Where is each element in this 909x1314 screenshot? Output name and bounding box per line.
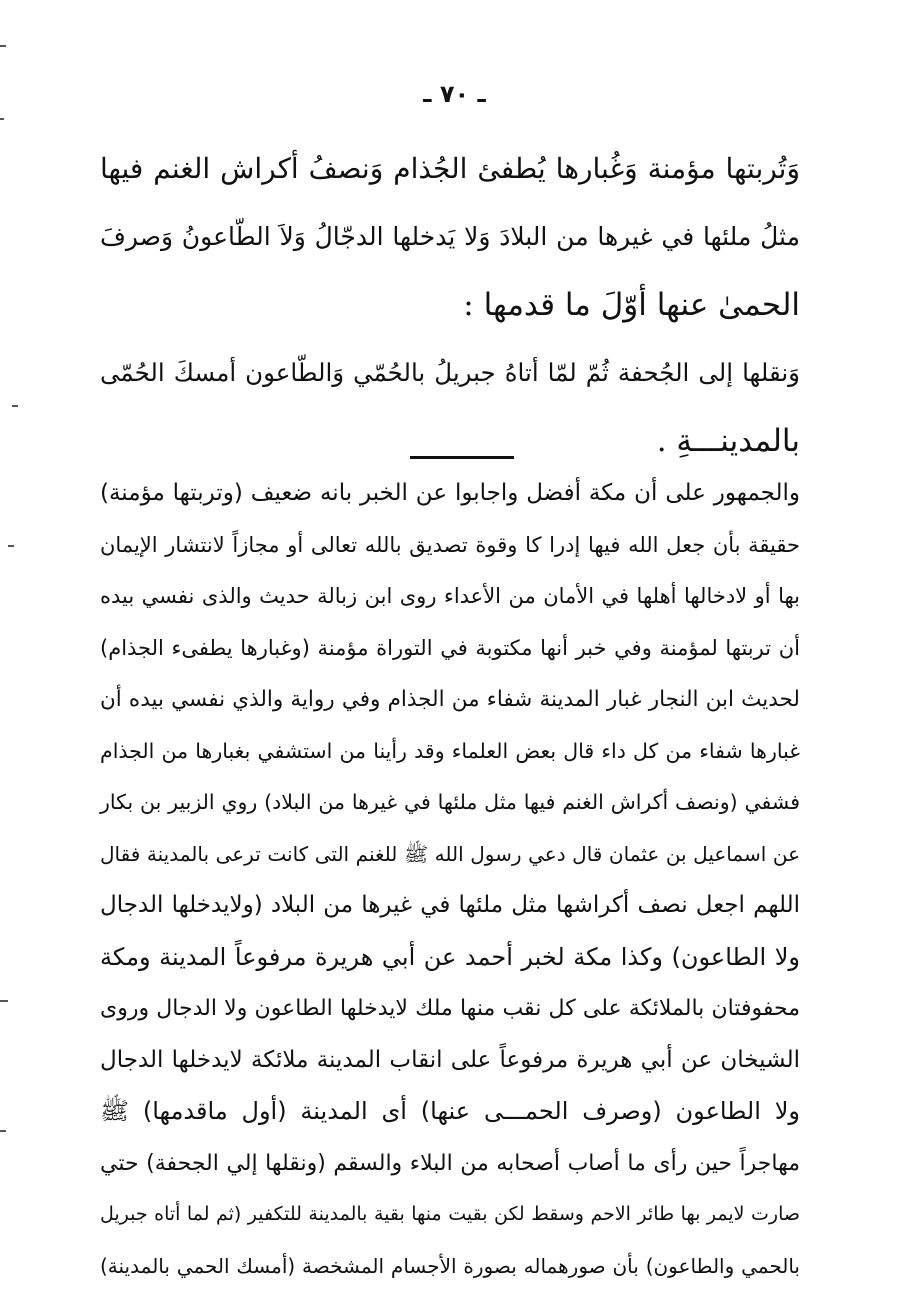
commentary-line: محفوفتان بالملائكة على كل نقب منها ملك لايدخلها الطاعون ولا الدجال وروى	[100, 996, 800, 1021]
margin-mark	[0, 1000, 8, 1002]
verse-line: وَنقلها إلى الجُحفة ثُمّ لمّا أتاهُ جبريلُ بالحُمّي وَالطّاعون أمسكَ الحُمّى	[100, 358, 800, 387]
page-number: ـ ٧٠ ـ	[423, 80, 486, 108]
commentary-line: والجمهور على أن مكة أفضل واجابوا عن الخبر بانه ضعيف (وتربتها مؤمنة)	[100, 480, 800, 506]
verse-line: بالمدينـــةِ .	[656, 423, 800, 459]
commentary-line: بالحمي والطاعون) بأن صورهماله بصورة الأجسام المشخصة (أمسك الحمي بالمدينة)	[100, 1253, 800, 1278]
commentary-line: ولا الطاعون) وكذا مكة لخبر أحمد عن أبي هريرة مرفوعاً المدينة ومكة	[100, 942, 800, 971]
margin-mark	[8, 545, 14, 547]
margin-mark	[12, 405, 18, 407]
commentary-line: حقيقة بأن جعل الله فيها إدرا كا وقوة تصديق بالله تعالى أو مجازاً لانتشار الإيمان	[100, 532, 800, 557]
commentary-line: صارت لايمر بها طائر الاحم وسقط لكن بقيت منها بقية بالمدينة للتكفير (ثم لما أتاه جبريل	[100, 1203, 800, 1225]
commentary-line: بها أو لادخالها أهلها في الأمان من الأعداء روى ابن زبالة حديث والذى نفسي بيده	[100, 584, 800, 608]
verse-line: مثلُ ملئها في غيرها من البلادَ وَلا يَدخلها الدجّالُ وَلاَ الطّاعونُ وَصرفَ	[100, 222, 800, 251]
commentary-line: اللهم اجعل نصف أكراشها مثل ملئها في غيرها من البلاد (ولايدخلها الدجال	[100, 892, 800, 918]
margin-mark	[0, 118, 4, 120]
commentary-line: لحديث ابن النجار غبار المدينة شفاء من الجذام وفي رواية والذي نفسي بيده أن	[100, 687, 800, 712]
margin-mark	[0, 1130, 6, 1132]
verse-line: الحمىٰ عنها أوّلَ ما قدمها :	[463, 287, 800, 323]
separator-rule	[410, 456, 514, 459]
verse-block	[100, 135, 800, 475]
commentary-line: ولا الطاعون (وصرف الحمـــى عنها) أى المدينة (أول ماقدمها) ﷺ	[100, 1097, 800, 1125]
margin-mark	[0, 45, 6, 47]
commentary-line: غبارها شفاء من كل داء قال بعض العلماء وقد رأينا من استشفي بغبارها من الجذام	[100, 738, 800, 763]
verse-line: وَتُربتها مؤمنة وَغُبارها يُطفئ الجُذام وَنصفُ أكراش الغنم فيها	[100, 152, 800, 185]
commentary-line: فشفي (ونصف أكراش الغنم فيها مثل ملئها في غيرها من البلاد) روي الزبير بن بكار	[100, 790, 800, 814]
commentary-line: مهاجراً حين رأى ما أصاب أصحابه من البلاء والسقم (ونقلها إلي الجحفة) حتي	[100, 1150, 800, 1176]
commentary-line: الشيخان عن أبي هريرة مرفوعاً على انقاب المدينة ملائكة لايدخلها الدجال	[100, 1046, 800, 1073]
commentary-block	[100, 468, 800, 1292]
commentary-line: أن تربتها لمؤمنة وفي خبر أنها مكتوبة في التوراة مؤمنة (وغبارها يطفىء الجذام)	[100, 635, 800, 660]
commentary-line: عن اسماعيل بن عثمان قال دعي رسول الله ﷺ للغنم التى كانت ترعى بالمدينة فقال	[100, 841, 800, 866]
